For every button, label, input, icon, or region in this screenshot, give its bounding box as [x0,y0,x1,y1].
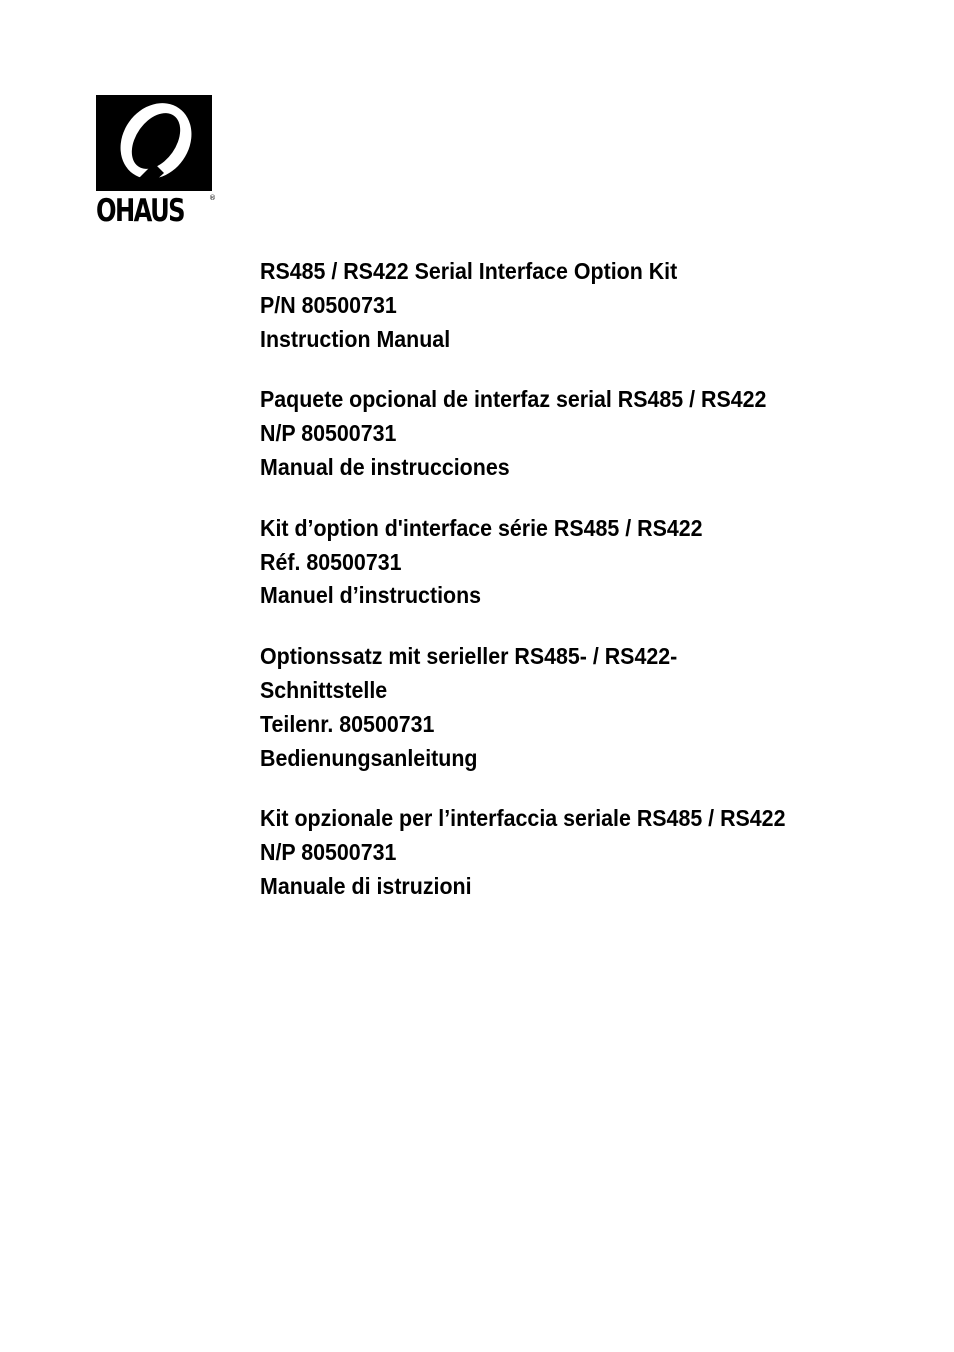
ohaus-omega-logo-icon [96,95,212,191]
manual-type: Manual de instrucciones [260,453,510,480]
ohaus-logo [96,95,220,229]
product-title: Paquete opcional de interfaz serial RS485 / RS422 [260,386,767,413]
manual-type: Bedienungsanleitung [260,744,478,771]
part-number: Réf. 80500731 [260,548,402,575]
title-block-english [260,255,920,356]
registered-mark: ® [209,194,216,202]
manual-type: Manuel d’instructions [260,582,482,609]
part-number: N/P 80500731 [260,420,397,447]
product-title: RS485 / RS422 Serial Interface Option Kit [260,258,678,284]
product-title: Optionssatz mit serieller RS485- / RS422- [260,643,678,670]
title-block-spanish [260,383,920,484]
part-number: Teilenr. 80500731 [260,710,435,737]
brand-name: OHAUS [96,193,185,229]
title-block-german [260,640,920,775]
part-number: N/P 80500731 [260,839,397,866]
title-block-italian [260,802,920,903]
product-title: Kit opzionale per l’interfaccia seriale RS485 / RS422 [260,805,786,832]
title-block-french [260,512,920,613]
document-titles [260,255,920,931]
product-title: Kit d’option d'interface série RS485 / RS422 [260,514,703,541]
part-number: P/N 80500731 [260,291,397,318]
manual-type: Manuale di istruzioni [260,872,472,899]
product-title-continued: Schnittstelle [260,676,388,703]
manual-type: Instruction Manual [260,325,451,352]
